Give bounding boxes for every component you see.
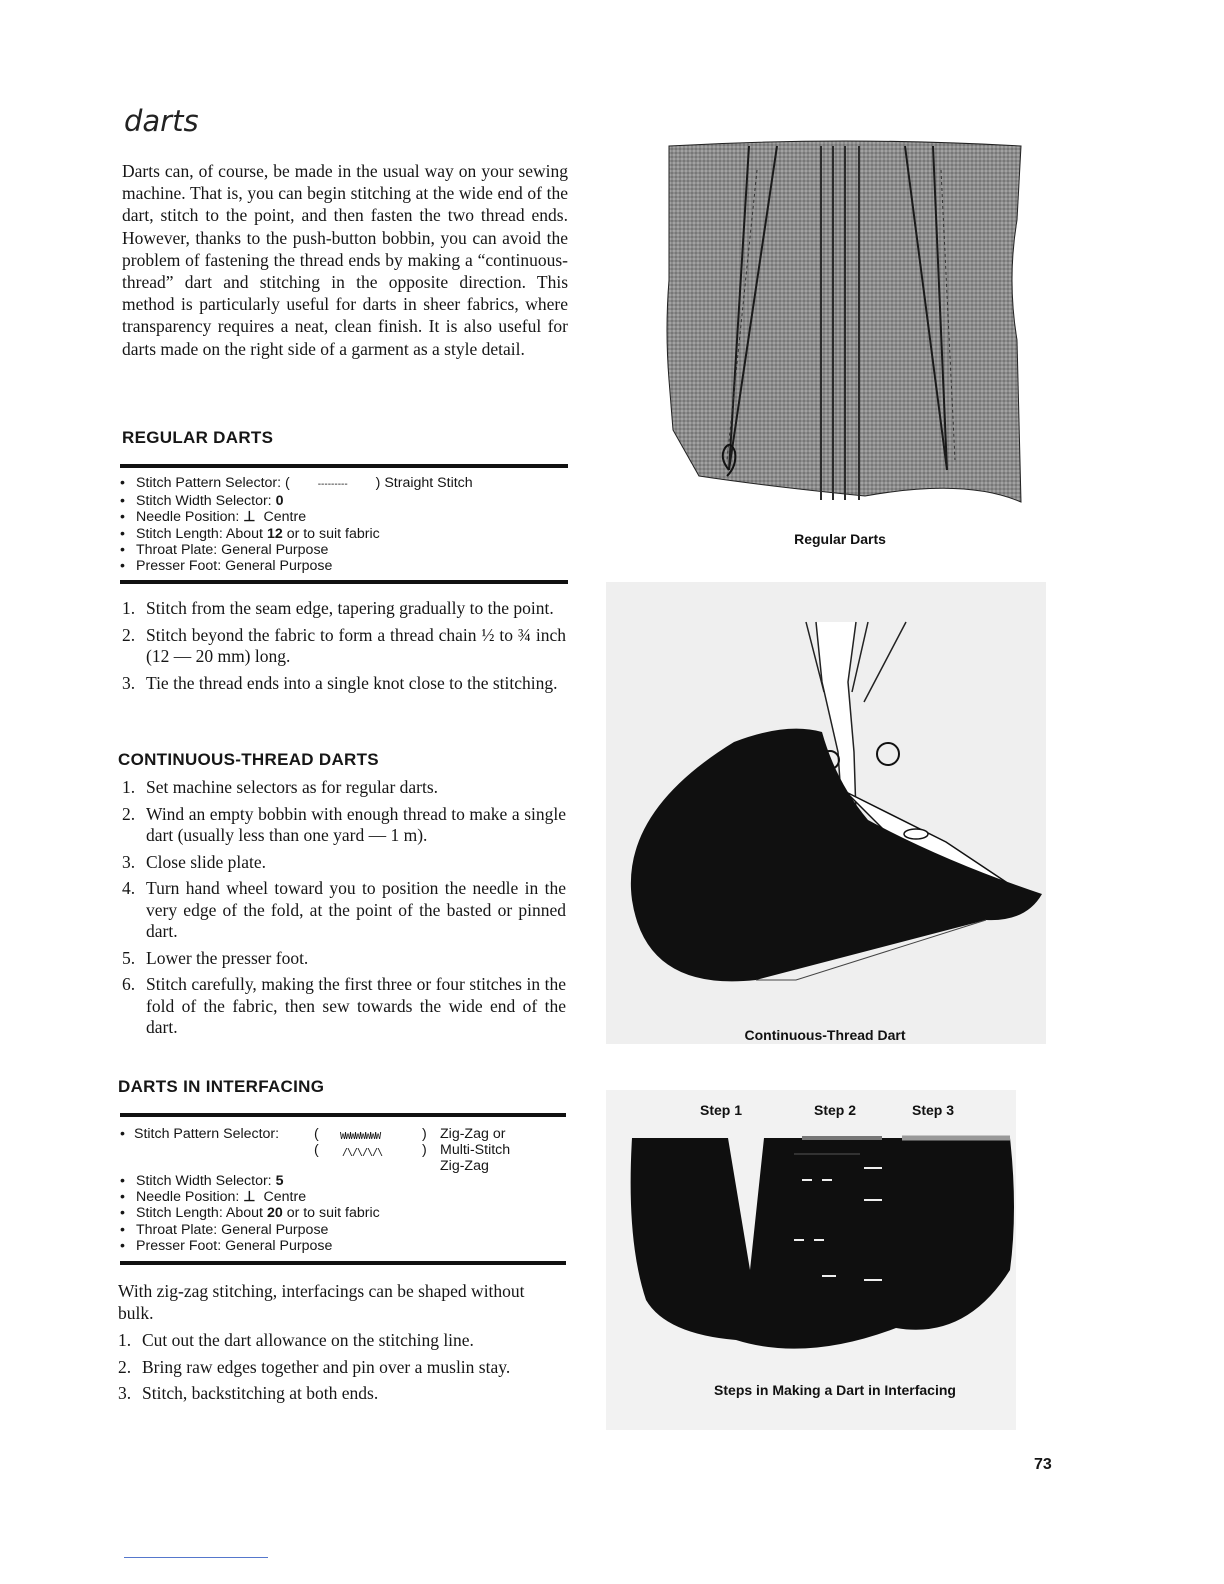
step-item: 4. Turn hand wheel toward you to position the needle in the very edge of the fold, at the point of the basted or pinned dart. bbox=[122, 878, 566, 941]
interfacing-steps bbox=[118, 1330, 564, 1410]
step-item: 3. Stitch, backstitching at both ends. bbox=[118, 1383, 379, 1403]
page-number: 73 bbox=[1034, 1456, 1052, 1473]
step-item: 6. Stitch carefully, making the first three or four stitches in the fold of the fabric, then sew towards the wide end of the dart. bbox=[122, 974, 566, 1037]
step-item: 2. Bring raw edges together and pin over a muslin stay. bbox=[118, 1356, 511, 1377]
step-item: 5. Lower the presser foot. bbox=[122, 947, 309, 968]
interfacing-pattern-setting: • Stitch Pattern Selector: ( ( WWWWWWWW /\/\/\/\ ) ) Zig-Zag or Multi-Stitch Zig-Zag bbox=[120, 1126, 511, 1174]
setting-presser: • Presser Foot: General Purpose bbox=[118, 558, 473, 574]
setting-needle: • Needle Position: ⊥ Centre bbox=[118, 509, 473, 525]
divider bbox=[120, 580, 568, 584]
continuous-darts-heading: CONTINUOUS-THREAD DARTS bbox=[118, 750, 379, 769]
divider bbox=[120, 1261, 566, 1265]
regular-darts-heading: REGULAR DARTS bbox=[122, 428, 274, 447]
regular-steps bbox=[122, 598, 566, 699]
setting-width: • Stitch Width Selector: 0 bbox=[118, 493, 473, 509]
setting-width: • Stitch Width Selector: 5 bbox=[118, 1173, 380, 1189]
divider bbox=[120, 464, 568, 468]
needle-icon: ⊥ bbox=[243, 509, 256, 526]
step-item: 1. Stitch from the seam edge, tapering gradually to the point. bbox=[122, 598, 554, 618]
regular-darts-caption: Regular Darts bbox=[794, 531, 886, 547]
divider bbox=[120, 1113, 566, 1117]
setting-needle: • Needle Position: ⊥ Centre bbox=[118, 1189, 380, 1205]
step-item: 3. Tie the thread ends into a single knot close to the stitching. bbox=[122, 672, 558, 693]
needle-icon: ⊥ bbox=[243, 1189, 256, 1206]
step-3-label: Step 3 bbox=[912, 1102, 955, 1118]
step-item: 2. Stitch beyond the fabric to form a thread chain ½ to ¾ inch (12 — 20 mm) long. bbox=[122, 624, 566, 666]
regular-darts-figure bbox=[665, 130, 1027, 510]
continuous-dart-figure bbox=[606, 582, 1046, 1044]
regular-settings-list bbox=[118, 475, 473, 574]
setting-length: • Stitch Length: About 20 or to suit fabric bbox=[118, 1205, 380, 1221]
multi-stitch-icon: /\/\/\/\ bbox=[342, 1147, 383, 1158]
interfacing-heading: DARTS IN INTERFACING bbox=[118, 1077, 325, 1096]
footer-line bbox=[124, 1557, 268, 1558]
continuous-dart-caption: Continuous-Thread Dart bbox=[744, 1027, 906, 1043]
setting-presser: • Presser Foot: General Purpose bbox=[118, 1238, 380, 1254]
setting-throat: • Throat Plate: General Purpose bbox=[118, 542, 473, 558]
step-1-label: Step 1 bbox=[700, 1102, 743, 1118]
step-item: 2. Wind an empty bobbin with enough thread to make a single dart (usually less than one yard — 1 m). bbox=[122, 803, 566, 845]
step-item: 1. Cut out the dart allowance on the stitching line. bbox=[118, 1330, 474, 1350]
continuous-steps bbox=[122, 777, 566, 1044]
interfacing-intro: With zig-zag stitching, interfacings can be shaped without bulk. bbox=[118, 1281, 525, 1323]
intro-paragraph: Darts can, of course, be made in the usual way on your sewing machine. That is, you can begin stitching at the wide end of the dart, stitch to the point, and then fasten the two thread ends. However, thanks to the push-button bobbin, you can avoid the problem of fastening the thread ends by making a “continuous-thread” dart and stitching in the opposite direction. This method is particularly useful for darts in sheer fabrics, where transparency requires a neat, clean finish. It is also useful for darts made on the right side of a garment as a style detail. bbox=[122, 161, 568, 359]
step-item: 3. Close slide plate. bbox=[122, 851, 267, 872]
interfacing-settings-list bbox=[118, 1173, 380, 1254]
zigzag-stitch-icon: WWWWWWWW bbox=[340, 1131, 381, 1142]
setting-pattern: • Stitch Pattern Selector: ( --------- ) Straight Stitch bbox=[118, 475, 473, 493]
step-item: 1. Set machine selectors as for regular darts. bbox=[122, 777, 439, 797]
interfacing-figure bbox=[606, 1130, 1016, 1370]
interfacing-caption: Steps in Making a Dart in Interfacing bbox=[714, 1382, 956, 1398]
setting-throat: • Throat Plate: General Purpose bbox=[118, 1222, 380, 1238]
step-2-label: Step 2 bbox=[814, 1102, 857, 1118]
page-title: darts bbox=[124, 104, 199, 138]
setting-length: • Stitch Length: About 12 or to suit fabric bbox=[118, 526, 473, 542]
